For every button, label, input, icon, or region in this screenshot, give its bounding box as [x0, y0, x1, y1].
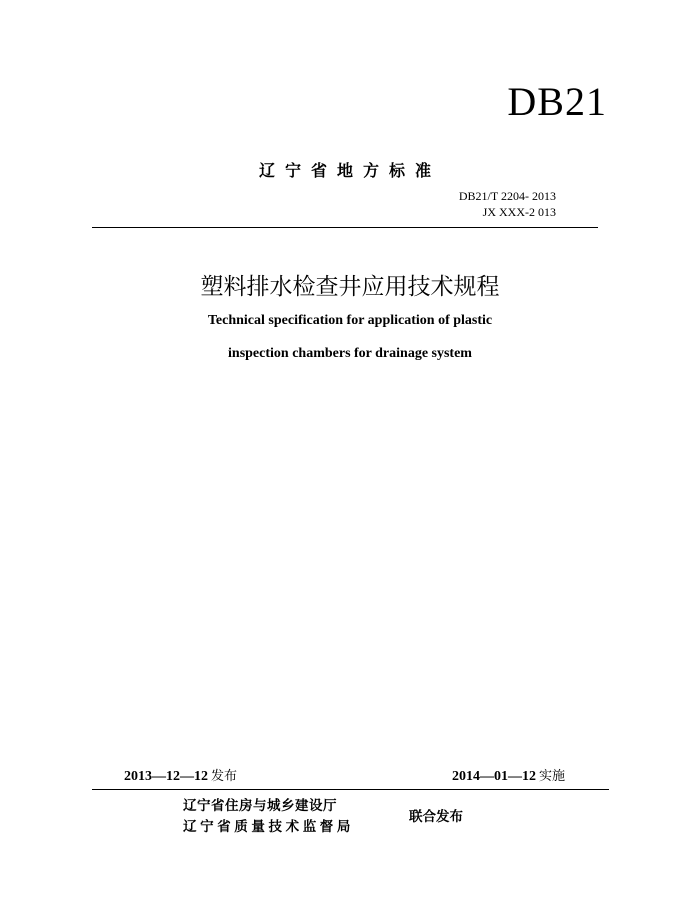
implementation-date	[452, 765, 565, 785]
issue-date-value: 2013—12—12	[124, 769, 208, 784]
issue-date	[124, 765, 237, 785]
title-english-line-1: Technical specification for application of plastic	[207, 313, 493, 328]
issue-date-label: 发布	[211, 769, 238, 784]
issuer-quality-bureau: 辽宁省质量技术监督局	[183, 819, 354, 835]
standard-code: DB21	[507, 79, 607, 124]
title-english-line-2: inspection chambers for drainage system	[228, 346, 472, 361]
title-chinese: 塑料排水检查井应用技术规程	[200, 274, 500, 300]
implementation-date-label: 实施	[539, 769, 566, 784]
implementation-date-value: 2014—01—12	[452, 769, 536, 784]
joint-issue-label: 联合发布	[409, 809, 463, 825]
standard-numbers	[459, 188, 556, 220]
top-divider	[92, 227, 598, 228]
bottom-divider	[92, 789, 609, 790]
issuer-housing-department: 辽宁省住房与城乡建设厅	[183, 798, 337, 814]
standard-number-secondary: JX XXX-2 013	[482, 205, 556, 219]
standard-number-primary: DB21/T 2204- 2013	[458, 189, 556, 203]
standard-level: 辽宁省地方标准	[258, 161, 441, 180]
